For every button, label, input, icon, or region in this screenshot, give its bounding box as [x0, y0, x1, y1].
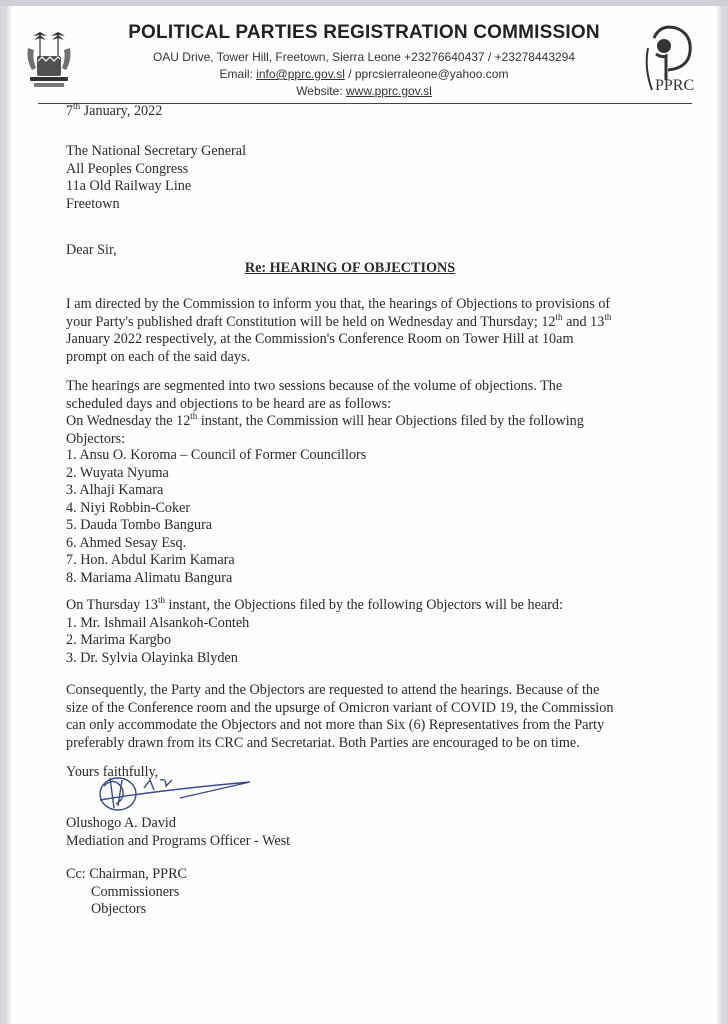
- website-line: [0, 84, 728, 98]
- recipient-line: The National Secretary General: [66, 143, 247, 159]
- list-item: 2. Wuyata Nyuma: [66, 464, 169, 481]
- ordinal-suffix: th: [157, 595, 165, 605]
- text-line: I am directed by the Commission to inform you that, the hearings of Objections to provisions of: [66, 296, 611, 312]
- text-line: Consequently, the Party and the Objectors are requested to attend the hearings. Because of the: [66, 682, 600, 698]
- website-link[interactable]: www.pprc.gov.sl: [346, 84, 432, 98]
- wednesday-objectors-list: [66, 447, 366, 587]
- paragraph-attendance: [66, 682, 613, 752]
- cc-recipient: Commissioners: [91, 883, 180, 900]
- text-line: scheduled days and objections to be heard are as follows:: [66, 395, 392, 412]
- ordinal-suffix: th: [604, 311, 612, 322]
- text-span: your Party's published draft Constitution will be held on Wednesday and Thursday; 12: [66, 313, 556, 330]
- list-item: 1. Mr. Ishmail Alsankoh-Conteh: [66, 614, 250, 631]
- cc-block: [66, 866, 187, 919]
- signer-name: Olushogo A. David: [66, 815, 176, 831]
- text-span: instant, the Commission will hear Objections filed by the following: [197, 413, 584, 429]
- list-item: 8. Mariama Alimatu Bangura: [66, 569, 233, 586]
- email-link[interactable]: info@pprc.gov.sl: [256, 67, 345, 81]
- text-line: [66, 597, 563, 615]
- text-line: [66, 413, 584, 431]
- signer-title: Mediation and Programs Officer - West: [66, 832, 291, 849]
- list-item: 2. Marima Kargbo: [66, 632, 171, 648]
- closing: Yours faithfully,: [66, 764, 159, 780]
- pprc-logo-text: PPRC: [655, 77, 695, 94]
- signature-icon: [96, 772, 256, 820]
- text-line: can only accommodate the Objectors and not more than Six (6) Representatives from the Party: [66, 717, 605, 733]
- recipient-line: Freetown: [66, 195, 120, 212]
- thursday-objectors-section: [66, 597, 563, 667]
- signer-block: [66, 815, 290, 850]
- text-span: and 13: [562, 313, 605, 330]
- email-line: [0, 67, 728, 81]
- list-item: 6. Ahmed Sesay Esq.: [66, 534, 187, 551]
- text-span: On Thursday 13: [66, 597, 158, 613]
- cc-recipient: Objectors: [91, 901, 147, 917]
- pprc-logo-icon: [638, 24, 698, 98]
- text-line: size of the Conference room and the upsurge of Omicron variant of COVID 19, the Commission: [66, 699, 614, 716]
- cc-label: Cc:: [66, 866, 90, 882]
- date-day: 7: [66, 103, 74, 119]
- ordinal-suffix: th: [555, 311, 563, 322]
- paragraph-hearing-notice: [66, 296, 611, 366]
- list-item: 3. Alhaji Kamara: [66, 482, 164, 498]
- list-item: 5. Dauda Tombo Bangura: [66, 517, 213, 533]
- list-item: 1. Ansu O. Koroma – Council of Former Councillors: [66, 447, 367, 463]
- ordinal-suffix: th: [190, 411, 198, 421]
- text-span: instant, the Objections filed by the following Objectors will be heard:: [164, 597, 563, 613]
- email-label: Email:: [219, 67, 257, 81]
- letter-date: [66, 103, 162, 121]
- text-line: Objectors:: [66, 430, 126, 447]
- organization-name: POLITICAL PARTIES REGISTRATION COMMISSION: [128, 22, 600, 43]
- list-item: 4. Niyi Robbin-Coker: [66, 499, 191, 516]
- cc-recipient: Chairman, PPRC: [89, 866, 187, 882]
- address-phone: OAU Drive, Tower Hill, Freetown, Sierra Leone +23276640437 / +23278443294: [152, 50, 576, 64]
- text-line: prompt on each of the said days.: [66, 348, 250, 365]
- paragraph-sessions: [66, 378, 584, 448]
- recipient-address: [66, 143, 246, 213]
- date-rest: January, 2022: [80, 103, 163, 119]
- list-item: 3. Dr. Sylvia Olayinka Blyden: [66, 649, 238, 666]
- list-item: 7. Hon. Abdul Karim Kamara: [66, 552, 235, 568]
- recipient-line: All Peoples Congress: [66, 160, 189, 177]
- text-line: preferably drawn from its CRC and Secretariat. Both Parties are encouraged to be on time.: [66, 734, 580, 751]
- text-line: The hearings are segmented into two sessions because of the volume of objections. The: [66, 378, 563, 394]
- text-line: January 2022 respectively, at the Commission's Conference Room on Tower Hill at 10am: [66, 331, 574, 347]
- cc-line: [66, 866, 187, 884]
- text-line: [66, 311, 612, 332]
- subject-line: Re: HEARING OF OBJECTIONS: [244, 260, 456, 276]
- website-label: Website:: [296, 84, 346, 98]
- date-suffix: th: [73, 101, 81, 111]
- salutation: Dear Sir,: [66, 242, 117, 258]
- text-span: On Wednesday the 12: [66, 413, 191, 429]
- recipient-line: 11a Old Railway Line: [66, 178, 192, 194]
- email-secondary: / pprcsierraleone@yahoo.com: [344, 67, 509, 81]
